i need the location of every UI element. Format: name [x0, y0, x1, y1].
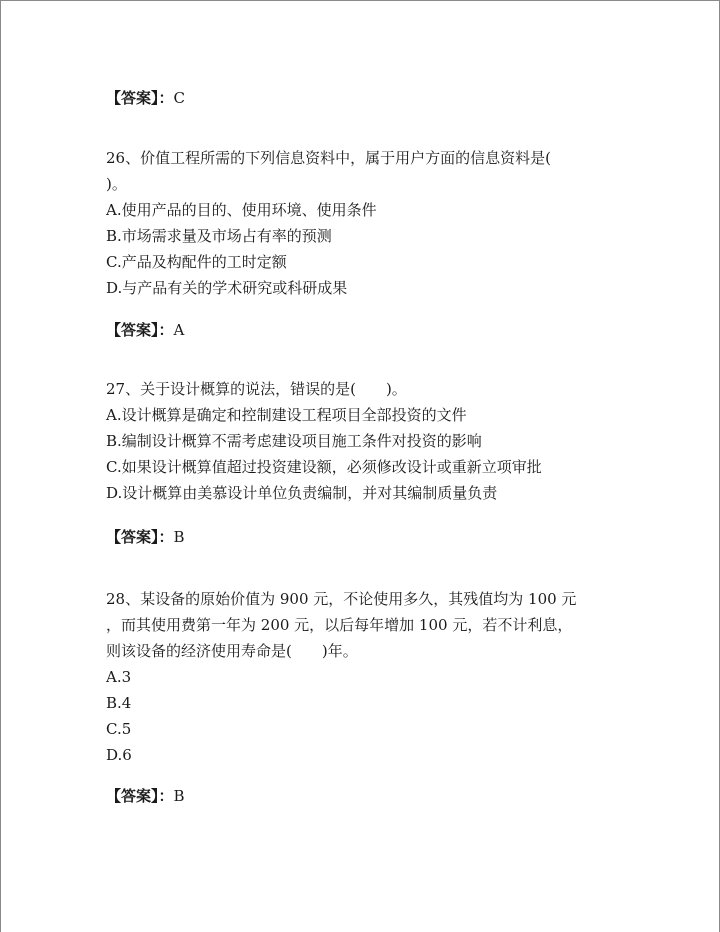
answer-value: A: [173, 321, 185, 339]
option-d: D.6: [106, 746, 132, 764]
answer-value: B: [173, 528, 185, 546]
question-27: [106, 376, 542, 506]
question-stem-line: 26、价值工程所需的下列信息资料中，属于用户方面的信息资料是(: [106, 149, 551, 167]
answer-label: 【答案】: [106, 528, 159, 546]
answer-separator: ：: [158, 787, 174, 805]
answer-label: 【答案】: [106, 89, 159, 107]
question-26: [106, 145, 551, 301]
option-c: C.5: [106, 720, 132, 738]
option-b: B.4: [106, 694, 132, 712]
option-a: A.设计概算是确定和控制建设工程项目全部投资的文件: [106, 406, 467, 424]
option-a: A.3: [106, 668, 132, 686]
question-stem-line: )。: [106, 175, 127, 193]
answer-separator: ：: [158, 89, 174, 107]
answer-line: [106, 525, 185, 549]
option-c: C.如果设计概算值超过投资建设额，必须修改设计或重新立项审批: [106, 458, 542, 476]
option-d: D.与产品有关的学术研究或科研成果: [106, 279, 348, 297]
question-stem-line: 28、某设备的原始价值为 900 元，不论使用多久，其残值均为 100 元: [106, 590, 577, 608]
option-c: C.产品及构配件的工时定额: [106, 253, 287, 271]
option-b: B.市场需求量及市场占有率的预测: [106, 227, 332, 245]
answer-label: 【答案】: [106, 321, 159, 339]
option-b: B.编制设计概算不需考虑建设项目施工条件对投资的影响: [106, 432, 482, 450]
answer-separator: ：: [158, 528, 174, 546]
answer-label: 【答案】: [106, 787, 159, 805]
question-stem-line: ，而其使用费第一年为 200 元，以后每年增加 100 元，若不计利息，: [106, 616, 573, 634]
option-d: D.设计概算由美慕设计单位负责编制，并对其编制质量负责: [106, 484, 498, 502]
question-28: [106, 586, 576, 768]
option-a: A.使用产品的目的、使用环境、使用条件: [106, 201, 377, 219]
question-stem-line: 27、关于设计概算的说法，错误的是( )。: [106, 380, 407, 398]
answer-line: [106, 86, 185, 110]
question-stem-line: 则该设备的经济使用寿命是( )年。: [106, 642, 358, 660]
answer-value: B: [173, 787, 185, 805]
answer-separator: ：: [158, 321, 174, 339]
answer-line: [106, 784, 185, 808]
answer-value: C: [173, 89, 186, 107]
answer-line: [106, 318, 184, 342]
